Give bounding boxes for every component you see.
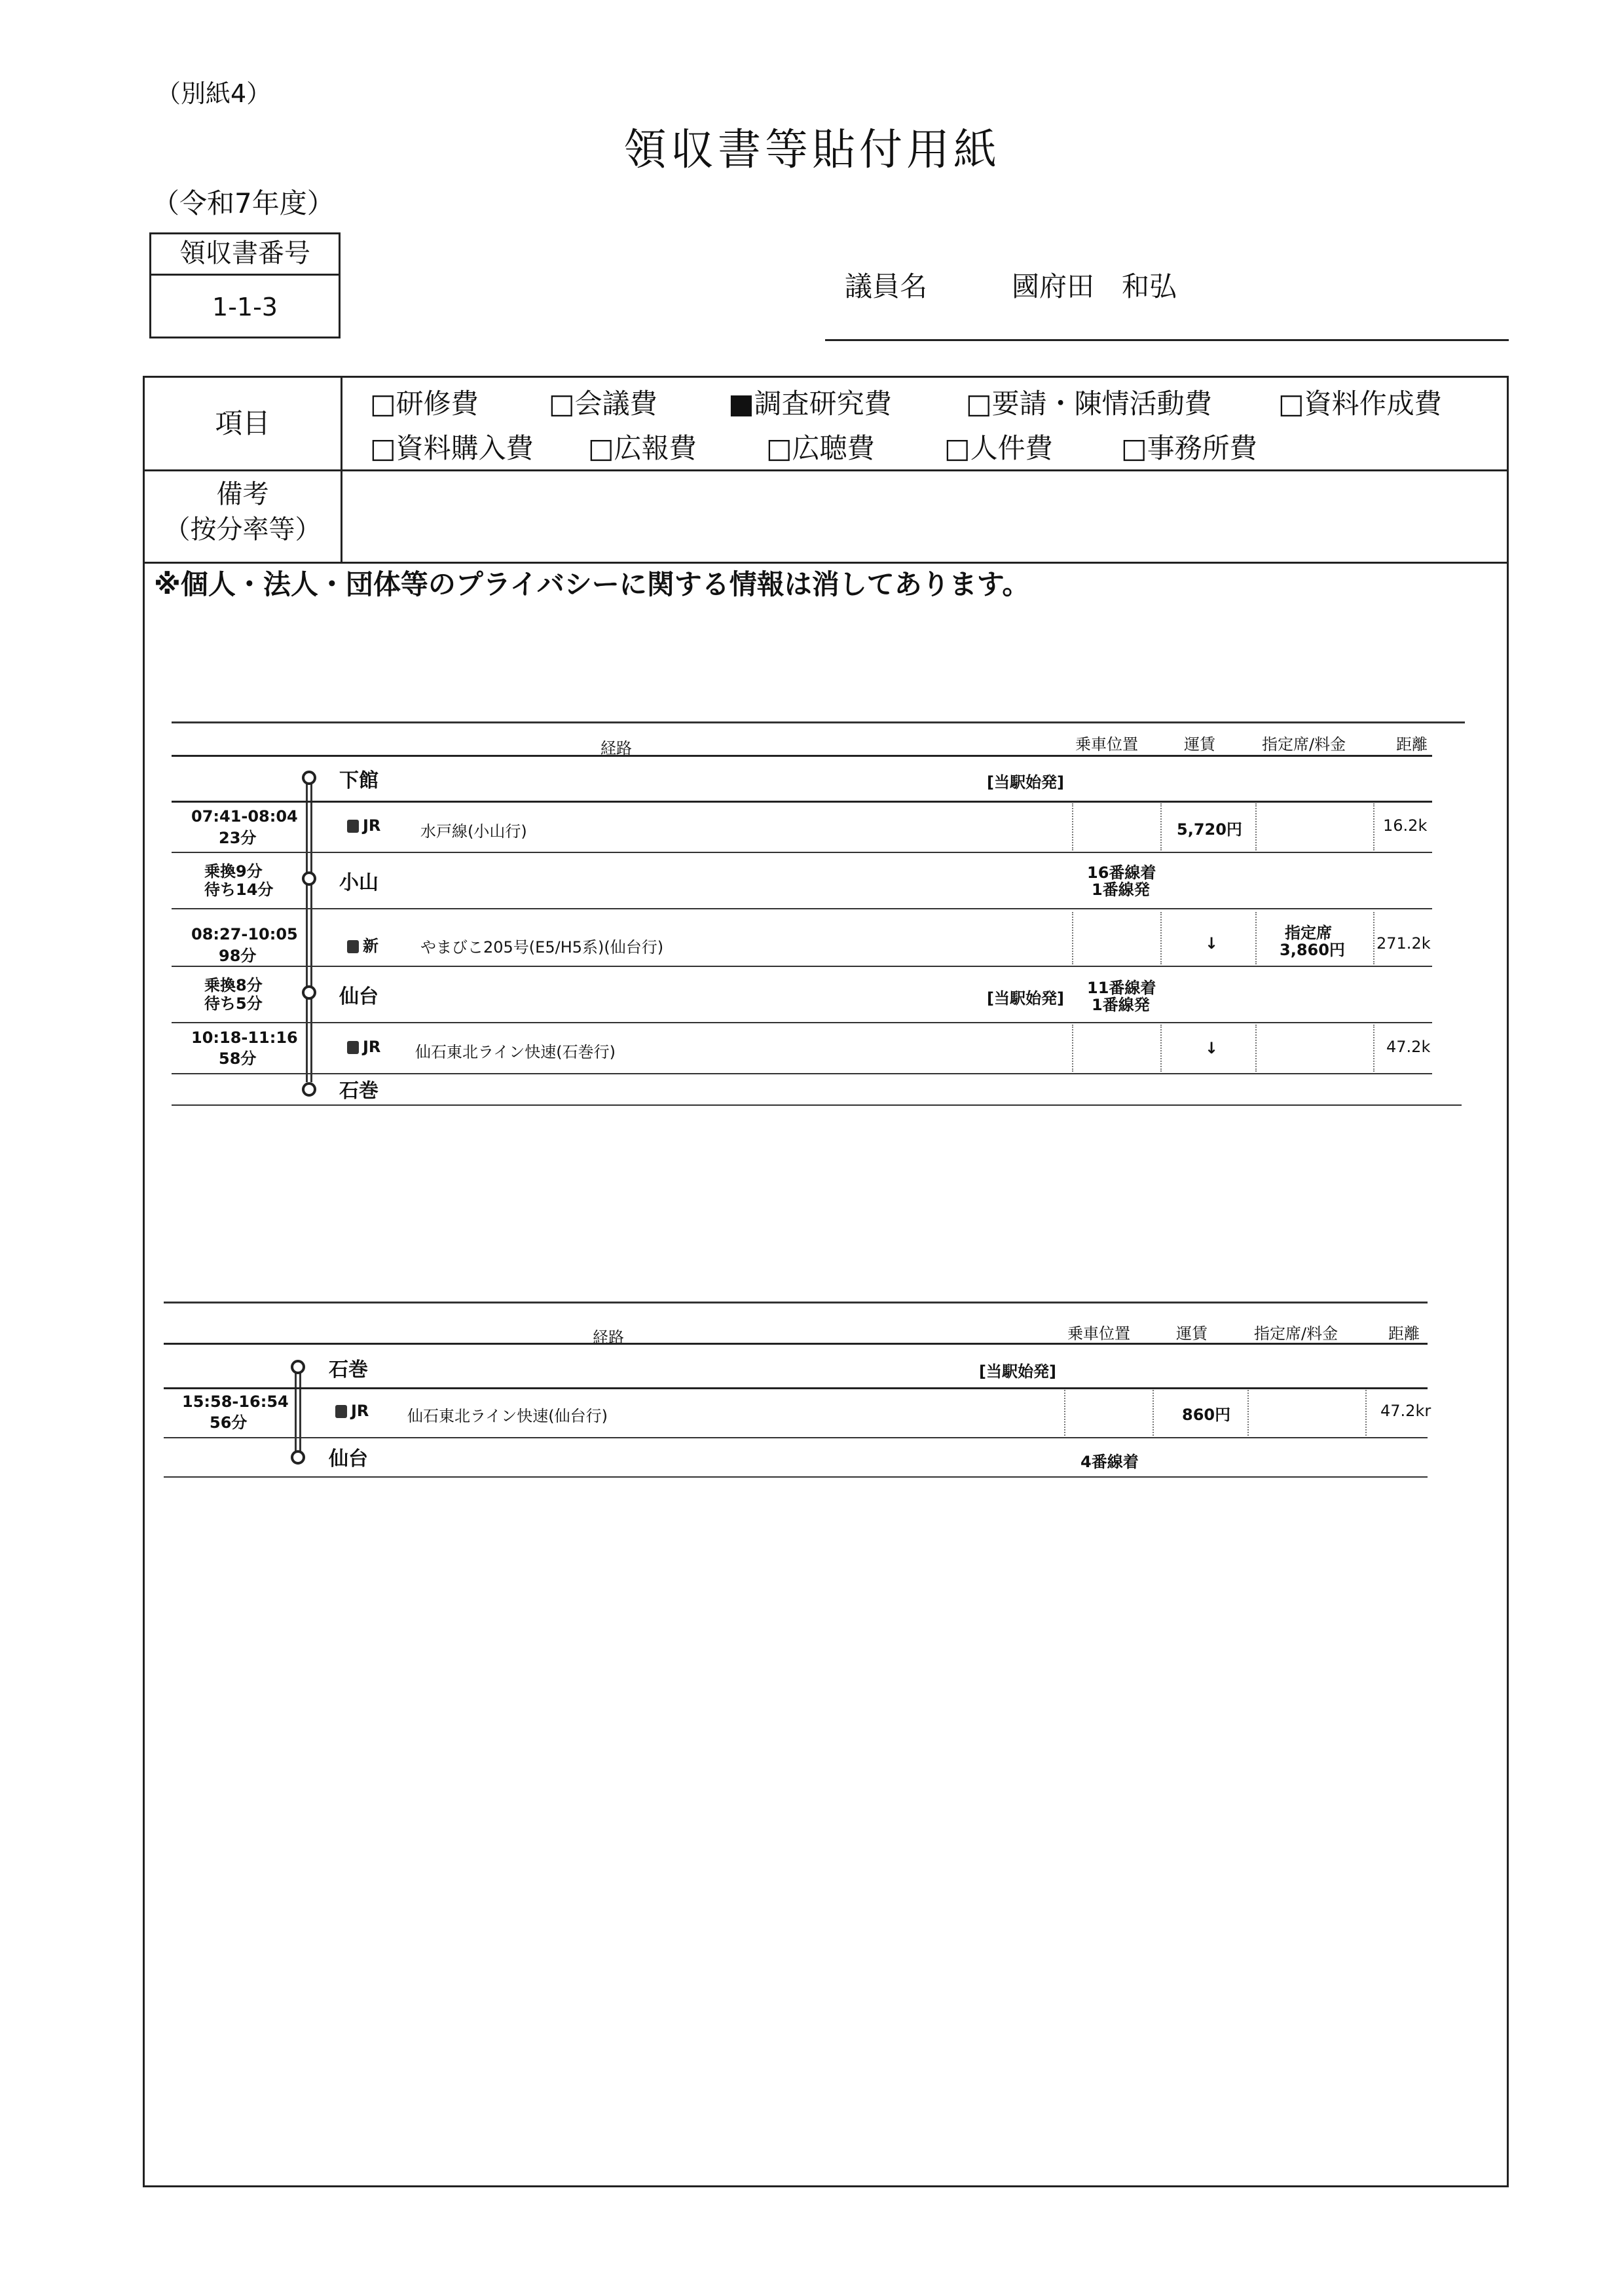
row-rule [164,1437,1428,1438]
station-end: 仙台 [329,1448,368,1470]
transfer-time: 乗換9分 [204,862,263,881]
wait-time: 待ち5分 [204,994,263,1013]
wait-time: 待ち14分 [204,881,274,899]
category-personnel[interactable]: □人件費 [944,432,1053,464]
category-training[interactable]: □研修費 [370,388,479,420]
leg-time: 08:27-10:05 [191,925,298,943]
category-office[interactable]: □事務所費 [1121,432,1257,464]
header-rule [172,755,1432,757]
page-title: 領収書等貼付用紙 [623,124,1001,175]
station-node [302,871,316,886]
line-icon: 新 [347,933,378,956]
line-name: 仙石東北ライン快速(仙台行) [407,1407,608,1425]
category-materials-purchase[interactable]: □資料購入費 [370,432,534,464]
cell-divider [1064,1390,1065,1436]
distance-header: 距離 [1388,1324,1420,1343]
cell-divider [1072,1025,1073,1072]
leg-duration: 58分 [219,1049,257,1068]
route-header: 経路 [600,739,632,757]
table-bottom-rule [164,1476,1428,1478]
distance-value: 47.2k [1386,1038,1431,1056]
receipt-number-label: 領収書番号 [151,234,339,276]
cell-divider [1247,1390,1249,1436]
reserved-label: 指定席 [1285,924,1332,942]
row-rule [172,966,1432,967]
reserved-fee: 3,860円 [1280,941,1345,959]
fare-header: 運賃 [1176,1324,1208,1343]
station-start: 下館 [339,769,378,792]
route-result-2 [164,1302,1431,1487]
station-node [291,1360,305,1374]
member-label: 議員名 [845,270,928,302]
route-header: 経路 [593,1328,624,1347]
member-underline [825,339,1509,341]
cell-divider [1373,803,1375,850]
station-node [302,771,316,785]
line-name: 水戸線(小山行) [420,822,527,841]
line-name: やまびこ205号(E5/H5系)(仙台行) [420,938,664,957]
departure-platform: 1番線発 [1092,881,1150,899]
origin-tag: [当駅始発] [987,989,1064,1008]
train-icon [347,1041,359,1054]
cell-divider [1255,1025,1257,1072]
row-rule [172,801,1432,803]
station-node [291,1450,305,1465]
station-end: 石巻 [339,1080,378,1102]
train-icon [335,1405,347,1418]
leg-time: 15:58-16:54 [182,1393,289,1411]
cell-divider [1160,803,1162,850]
fare-value: ↓ [1205,1039,1219,1057]
leg-duration: 98分 [219,947,257,965]
note-label-line1: 備考 [216,479,269,509]
note-label [145,477,341,547]
leg-time: 07:41-08:04 [191,807,298,826]
item-label: 項目 [215,407,270,439]
leg-duration: 23分 [219,829,257,847]
station-transfer: 小山 [339,871,378,894]
transfer-time: 乗換8分 [204,976,263,994]
route-track [306,774,312,1082]
cell-divider [1160,912,1162,964]
origin-tag: [当駅始発] [979,1362,1056,1381]
cell-divider [1373,1025,1375,1072]
cell-divider [1373,912,1375,964]
station-start: 石巻 [329,1358,368,1381]
station-node [302,1082,316,1097]
member-name: 國府田 和弘 [1012,270,1177,302]
category-public-relations[interactable]: □広報費 [588,432,697,464]
line-icon: JR [347,1038,380,1056]
privacy-note: ※個人・法人・団体等のプライバシーに関する情報は消してあります。 [154,568,1030,600]
cell-divider [1255,912,1257,964]
route-track [295,1364,301,1454]
row-rule [164,1387,1428,1389]
distance-value: 16.2k [1383,816,1428,835]
line-icon: JR [335,1402,369,1420]
fare-value: ↓ [1205,934,1219,953]
row-rule [172,1022,1432,1023]
category-public-hearing[interactable]: □広聴費 [766,432,875,464]
fare-value: 5,720円 [1177,820,1242,839]
category-materials-creation[interactable]: □資料作成費 [1278,388,1442,420]
cell-divider [1153,1390,1154,1436]
position-header: 乗車位置 [1067,1324,1130,1343]
shinkansen-icon [347,940,359,953]
cell-divider [1072,803,1073,850]
cell-divider [1255,803,1257,850]
departure-platform: 1番線発 [1092,996,1150,1014]
row-rule [172,852,1432,853]
distance-value: 271.2k [1376,934,1431,953]
note-label-line2: （按分率等） [164,515,322,545]
station-node [302,985,316,1000]
category-meeting[interactable]: □会議費 [549,388,657,420]
station-transfer: 仙台 [339,985,378,1008]
cell-divider [1365,1390,1367,1436]
cell-divider [1072,912,1073,964]
route-result-1 [172,721,1465,1103]
annex-label: （別紙4） [156,79,272,108]
arrival-platform: 16番線着 [1087,864,1156,882]
cell-divider [1160,1025,1162,1072]
reserved-header: 指定席/料金 [1254,1324,1338,1343]
table-bottom-rule [172,1104,1462,1106]
attachment-frame [143,376,1509,2187]
header-rule [164,1343,1428,1345]
row-rule [172,908,1432,909]
leg-duration: 56分 [210,1413,248,1432]
arrival-platform: 4番線着 [1080,1453,1139,1471]
fiscal-year: （令和7年度） [152,187,335,219]
note-row [145,471,1507,564]
category-research[interactable]: ■調査研究費 [728,388,892,420]
train-icon [347,820,359,833]
distance-value: 47.2kr [1380,1402,1431,1420]
fare-value: 860円 [1182,1406,1231,1424]
position-header: 乗車位置 [1075,735,1138,754]
leg-time: 10:18-11:16 [191,1029,298,1047]
reserved-header: 指定席/料金 [1262,735,1346,754]
arrival-platform: 11番線着 [1087,979,1156,997]
line-icon: JR [347,816,380,835]
origin-tag: [当駅始発] [987,773,1064,792]
distance-header: 距離 [1396,735,1428,754]
label-divider [341,378,342,562]
fare-header: 運賃 [1184,735,1215,754]
receipt-number-box [149,232,341,338]
category-petition[interactable]: □要請・陳情活動費 [966,388,1212,420]
receipt-number: 1-1-3 [212,293,278,321]
line-name: 仙石東北ライン快速(石巻行) [415,1043,616,1061]
